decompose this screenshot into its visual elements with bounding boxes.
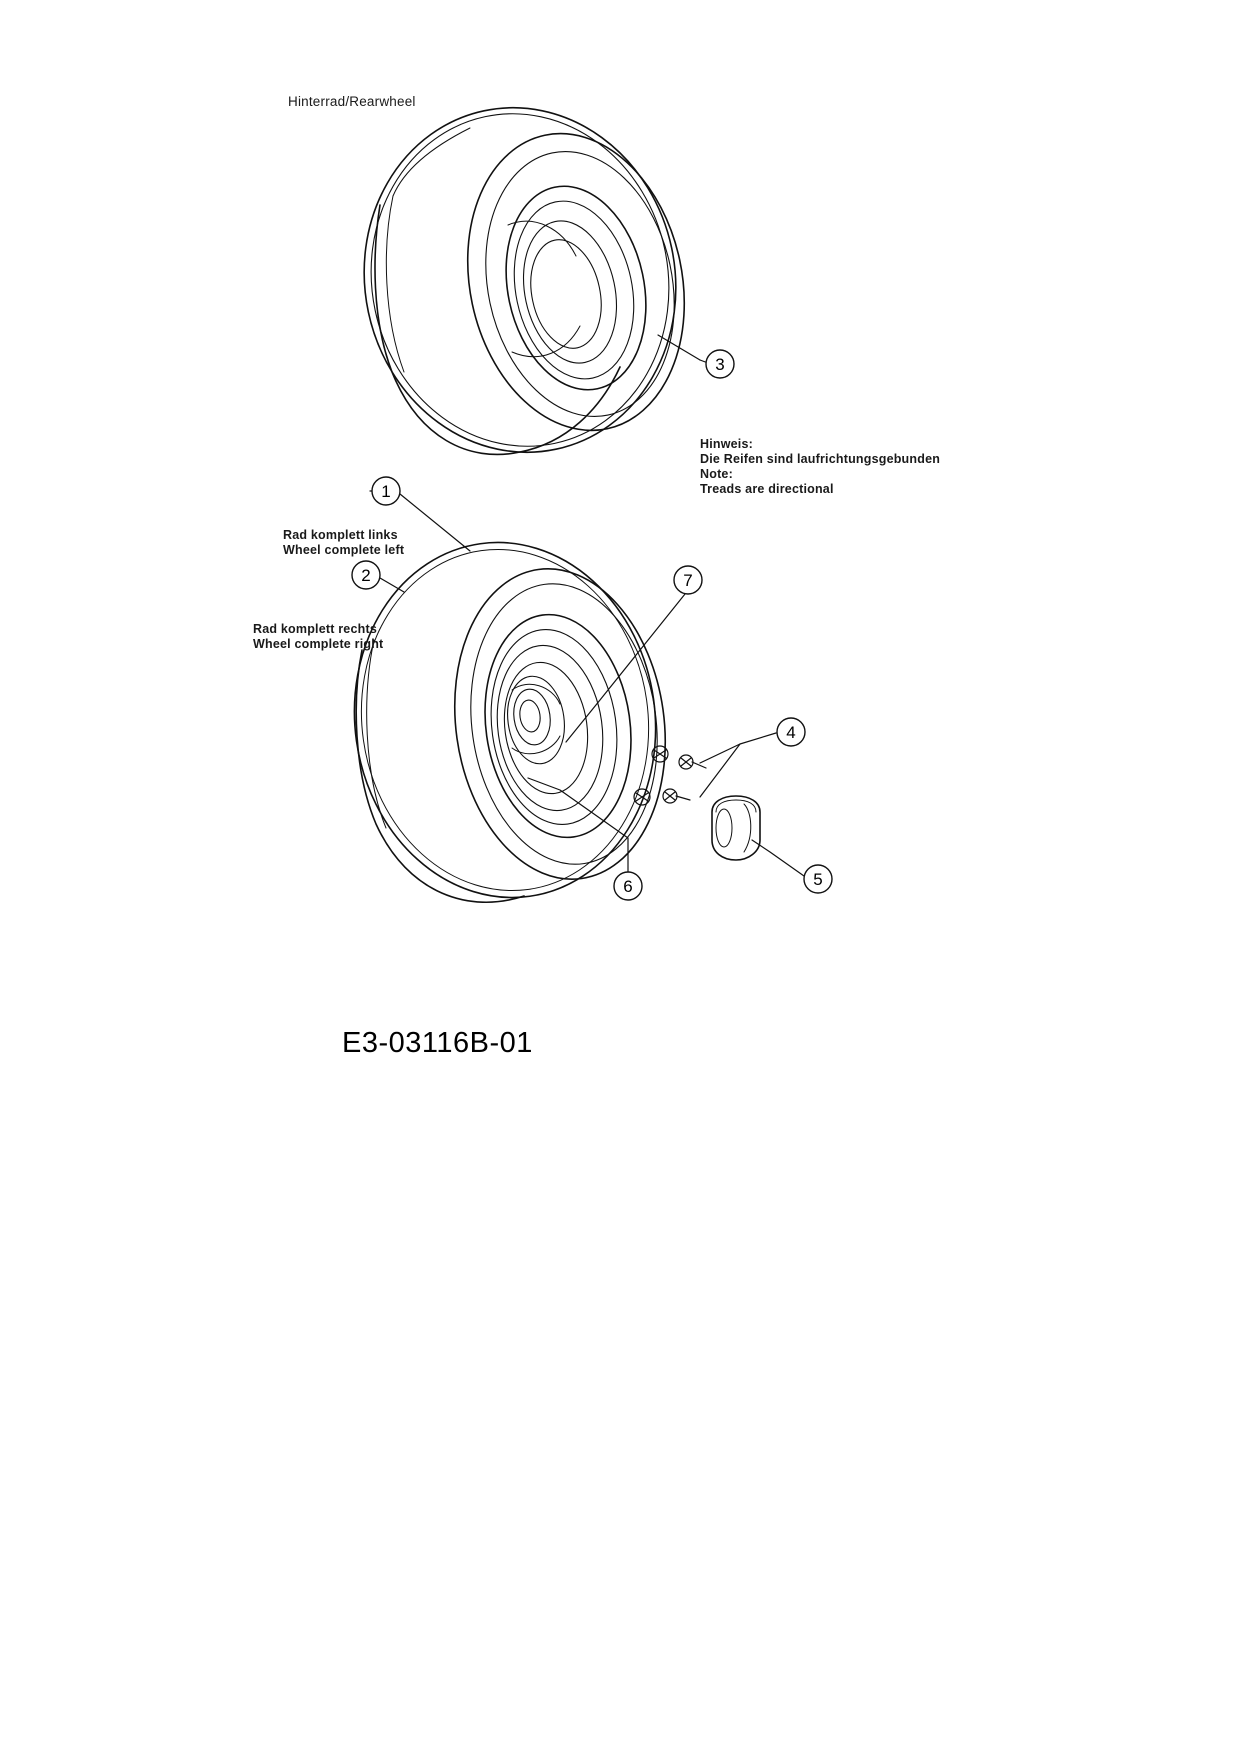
note-english-text: Treads are directional [700,482,834,496]
directional-tread-note [700,437,940,497]
callout-6-label: 6 [623,877,633,896]
note-hinweis-heading: Hinweis: [700,437,753,451]
callout-4-label: 4 [786,723,796,742]
callout-2-label: 2 [361,566,371,585]
label-wheel-complete-right [253,622,383,652]
leader-lines [370,491,804,876]
drawing-number: E3-03116B-01 [342,1027,533,1059]
label-wheel-complete-right-en: Wheel complete right [253,637,384,651]
callout-5-label: 5 [813,870,823,889]
diagram-title: Hinterrad/Rearwheel [288,94,416,109]
callout-1-label: 1 [381,482,391,501]
hub-cap-illustration [712,796,760,860]
note-hinweis-text: Die Reifen sind laufrichtungsgebunden [700,452,941,466]
tire-top-illustration [332,79,710,482]
label-wheel-complete-left-de: Rad komplett links [283,528,398,542]
label-wheel-complete-left [283,528,404,558]
wheel-assembly-illustration [332,523,685,917]
label-wheel-complete-right-de: Rad komplett rechts [253,622,377,636]
note-english-heading: Note: [700,467,733,481]
label-wheel-complete-left-en: Wheel complete left [283,543,405,557]
callout-7-label: 7 [683,571,693,590]
callout-3-label: 3 [715,355,725,374]
